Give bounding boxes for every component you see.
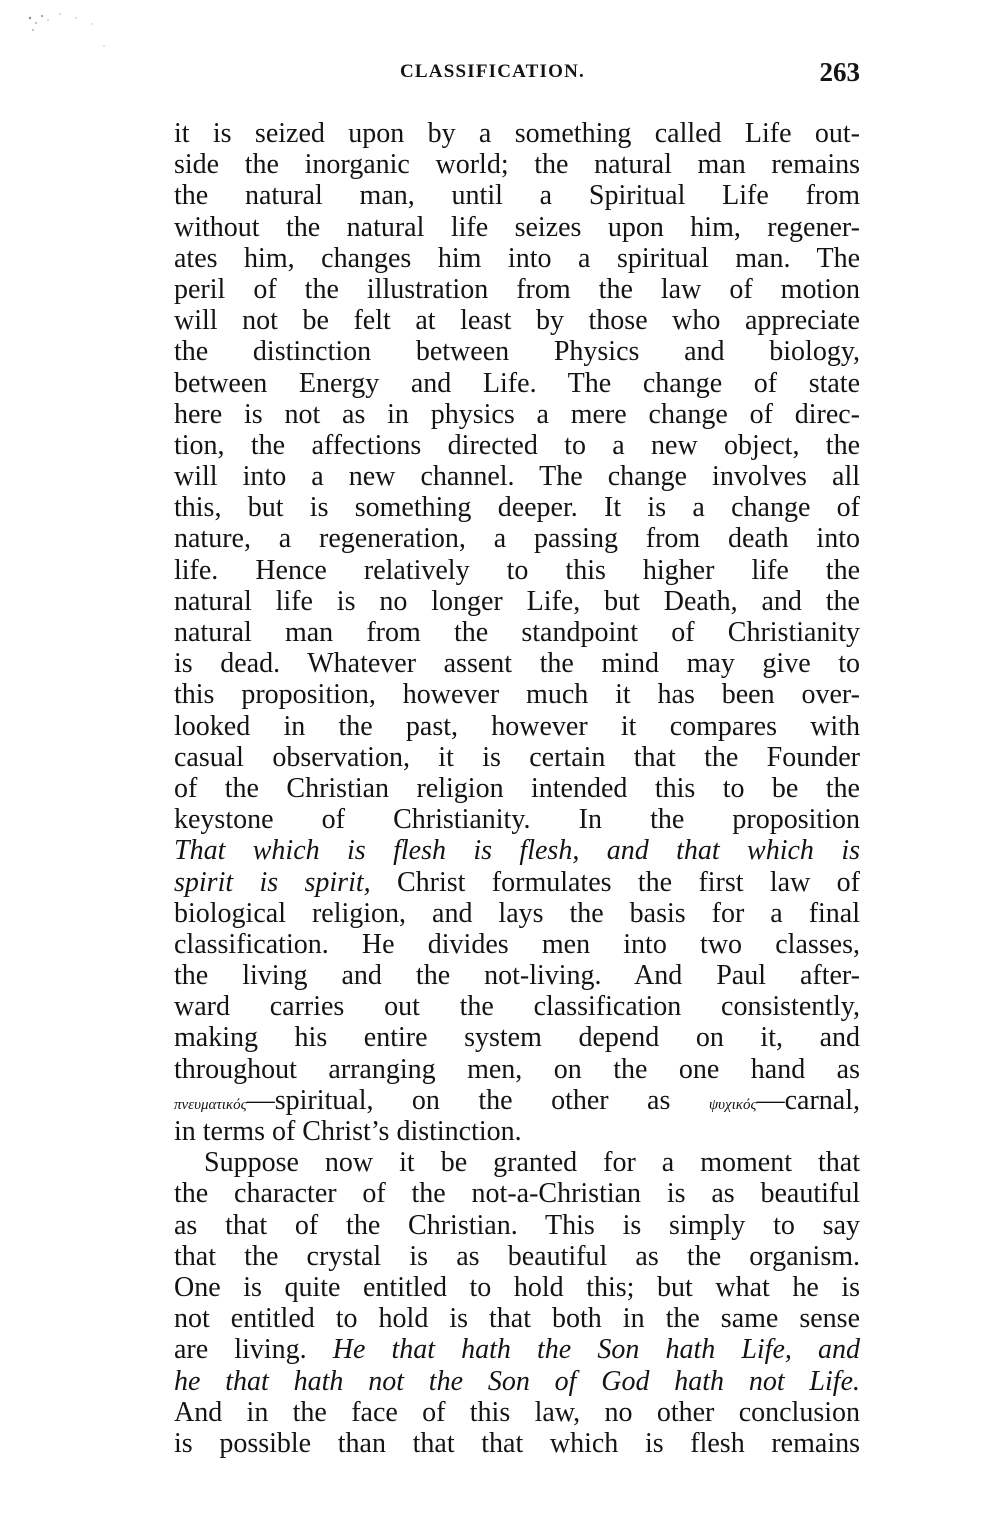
text-line: ates him, changes him into a spiritual man. The: [174, 242, 860, 274]
text-line: nature, a regeneration, a passing from death into: [174, 523, 860, 555]
greek-word: πνευματικός: [174, 1096, 247, 1113]
text-line: the distinction between Physics and biology,: [174, 336, 860, 368]
text-line: And in the face of this law, no other conclusion: [174, 1396, 860, 1428]
text-line: making his entire system depend on it, and: [174, 1022, 860, 1054]
text-line: is possible than that that which is flesh remains: [174, 1427, 860, 1459]
text-line: casual observation, it is certain that the Founder: [174, 741, 860, 773]
page-number: 263: [819, 57, 860, 87]
text-line-paragraph-start: Suppose now it be granted for a moment that: [204, 1147, 860, 1179]
text-line: of the Christian religion intended this to be the: [174, 772, 860, 804]
text-line: here is not as in physics a mere change of direc-: [174, 398, 860, 430]
text-line: life. Hence relatively to this higher life the: [174, 554, 860, 586]
text-line: without the natural life seizes upon him, regener-: [174, 211, 860, 243]
text-line: the character of the not-a-Christian is as beautiful: [174, 1178, 860, 1210]
text-line: side the inorganic world; the natural man remains: [174, 149, 860, 181]
text-line: tion, the affections directed to a new object, the: [174, 429, 860, 461]
running-title: CLASSIFICATION.: [400, 61, 585, 82]
text-line-mixed: spirit is spirit, Christ formulates the first law of: [174, 866, 860, 898]
text-line: this, but is something deeper. It is a change of: [174, 492, 860, 524]
text-line: the natural man, until a Spiritual Life from: [174, 180, 860, 212]
text-line: biological religion, and lays the basis for a final: [174, 897, 860, 929]
text-line: as that of the Christian. This is simply to say: [174, 1209, 860, 1241]
text-line: this proposition, however much it has been over-: [174, 679, 860, 711]
text-line: ward carries out the classification consistently,: [174, 991, 860, 1023]
text-line: that the crystal is as beautiful as the organism.: [174, 1240, 860, 1272]
text-line: keystone of Christianity. In the proposition: [174, 804, 860, 836]
text-line-greek: πνευματικός—spiritual, on the other as ψυχικός—carnal,: [174, 1084, 860, 1116]
text-line: it is seized upon by a something called Life out-: [174, 118, 860, 149]
text-line-paragraph-end: in terms of Christ’s distinction.: [174, 1116, 522, 1147]
text-line: natural man from the standpoint of Christianity: [174, 617, 860, 648]
text-line: classification. He divides men into two classes,: [174, 928, 860, 960]
text-line: looked in the past, however it compares with: [174, 710, 860, 742]
text-line: will into a new channel. The change involves all: [174, 461, 860, 493]
running-header: [174, 57, 860, 91]
text-line-italic: That which is flesh is flesh, and that which is: [174, 835, 860, 867]
text-line-italic: he that hath not the Son of God hath not Life.: [174, 1365, 860, 1397]
text-line: between Energy and Life. The change of state: [174, 367, 860, 399]
text-line: peril of the illustration from the law of motion: [174, 273, 860, 305]
text-line-mixed: are living. He that hath the Son hath Life, and: [174, 1334, 860, 1366]
text-line: is dead. Whatever assent the mind may give to: [174, 648, 860, 680]
text-line: throughout arranging men, on the one hand as: [174, 1053, 860, 1085]
text-line: will not be felt at least by those who appreciate: [174, 305, 860, 337]
scan-specks: [22, 4, 132, 64]
text-line: not entitled to hold is that both in the same sense: [174, 1303, 860, 1335]
text-line: natural life is no longer Life, but Death, and the: [174, 585, 860, 617]
text-line: the living and the not-living. And Paul after-: [174, 960, 860, 992]
greek-word: ψυχικός: [708, 1096, 757, 1113]
body-text: [174, 118, 860, 1459]
text-line: One is quite entitled to hold this; but what he is: [174, 1271, 860, 1303]
